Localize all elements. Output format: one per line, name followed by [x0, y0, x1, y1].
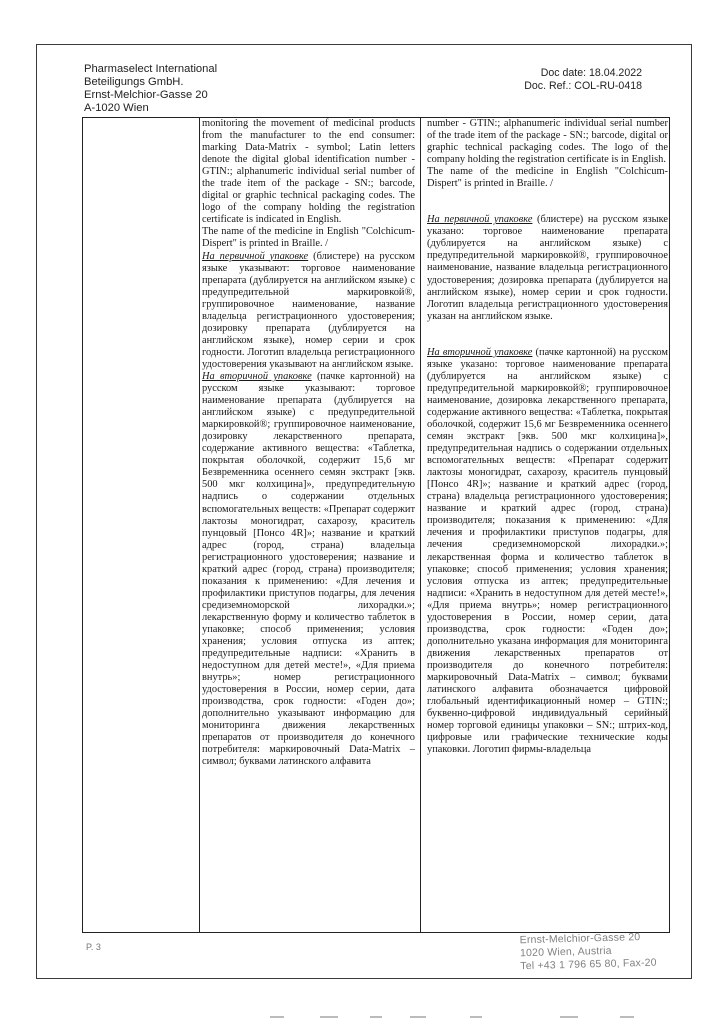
- table-divider: [199, 117, 200, 933]
- document-meta: [524, 67, 642, 93]
- paragraph: monitoring the movement of medicinal products from the manufacturer to the end consumer: marking Data-Matrix - symbol; Latin letters denote the digital global identification number - GTIN:; alphanumeric individual serial number of the trade item of the package - SN:; barcode, digital or graphic technical packaging codes. The logo of the company holding the registration certificate is indicated in English.: [202, 118, 415, 226]
- paragraph: [202, 371, 415, 769]
- table-divider: [420, 117, 421, 933]
- section-text: (пачке картонной) на русском языке указывают: торговое наименование препарата (дублируется на английском языке) с предупредительной маркировкой®; группировочное наименование, дозировку лекарственного препарата, содержание активного вещества: «Таблетка, покрытая оболочкой, содержит 15,6 мг Безвременника осеннего семян экстракт [экв. 500 мкг колхицина]», предупредительную надпись о содержании отдельных вспомогательных веществ: «Препарат содержит лактозы моногидрат, сахарозу, краситель пунцовый [Понсо 4R]»; название и краткий адрес (город, страна) владельца регистрационного удостоверения; название и краткий адрес (город, страна) производителя; показания к применению: «Для лечения и профилактики приступов подагры, для лечения средиземноморской лихорадки.»; лекарственную форму и количество таблеток в упаковке; способ применения; условия хранения; условия отпуска из аптек; предупредительные надписи: «Хранить в недоступном для детей месте!», «Для приема внутрь»; номер регистрационного удостоверения в России, номер серии, дата производства, срок годности: «Годен до»; дополнительно указывают информацию для мониторинга движения лекарственных препаратов от производителя до конечного потребителя: маркировочный Data-Matrix – символ; буквами латинского алфавита: [202, 370, 415, 768]
- section-label: На первичной упаковке: [427, 214, 533, 226]
- company-line: A-1020 Wien: [84, 102, 149, 114]
- scan-mark: [270, 1016, 284, 1018]
- scan-mark: [320, 1016, 338, 1018]
- paragraph: [427, 347, 668, 757]
- section-text: (блистере) на русском языке указывают: торговое наименование препарата (дублируется на английском языке) с предупредительной маркировкой®, группировочное наименование, название владельца регистрационного удостоверения; дозировку препарата (дублируется на английском языке), номер серии и срок годности. Логотип владельца регистрационного удостоверения указывают на английском языке.: [202, 250, 415, 370]
- scan-mark: [560, 1016, 578, 1018]
- section-label: На первичной упаковке: [202, 250, 309, 262]
- scan-mark: [410, 1016, 426, 1018]
- table-column-current-text: [202, 118, 415, 932]
- doc-ref: Doc. Ref.: COL-RU-0418: [524, 80, 642, 92]
- paragraph: The name of the medicine in English "Colchicum-Dispert" is printed in Braille. /: [202, 226, 415, 250]
- company-address-block: [84, 63, 217, 115]
- company-line: Ernst-Melchior-Gasse 20: [84, 89, 208, 101]
- paragraph: [202, 251, 415, 371]
- company-line: Pharmaselect International: [84, 63, 218, 75]
- section-label: На вторичной упаковке: [427, 346, 533, 358]
- section-label: На вторичной упаковке: [202, 370, 312, 382]
- spacer: [427, 190, 668, 214]
- section-text: (блистере) на русском языке указано: торговое наименование препарата (дублируется на английском языке) с предупредительной маркировкой®, группировочное наименование, название владельца регистрационного удостоверения; дозировка препарата (дублируется на английском языке), номер серии и срок годности. Логотип владельца регистрационного удостоверения указан на английском языке.: [427, 214, 668, 322]
- scan-mark: [620, 1016, 634, 1018]
- scan-mark: [470, 1016, 482, 1018]
- scan-mark: [370, 1016, 382, 1018]
- page-number: P. 3: [86, 942, 101, 952]
- paragraph: number - GTIN:; alphanumeric individual serial number of the trade item of the package - SN:; barcode, digital or graphic technical packaging codes. The logo of the company holding the registration certificate is in English.: [427, 118, 668, 166]
- section-text: (пачке картонной) на русском языке указано: торговое наименование препарата (дублируется на английском языке) с предупредительной маркировкой®; группировочное наименование, дозировка лекарственного препарата, содержание активного вещества: «Таблетка, покрытая оболочкой, содержит 15,6 мг Безвременника осеннего семян экстракт [экв. 500 мкг колхицина]», предупредительная надпись о содержании отдельных вспомогательных веществ: «Препарат содержит лактозы моногидрат, сахарозу, краситель пунцовый [Понсо 4R]»; название и краткий адрес (город, страна) владельца регистрационного удостоверения; название и краткий адрес (город, страна) производителя; показания к применению: «Для лечения и профилактики приступов подагры, для лечения средиземноморской лихорадки.»; лекарственная форма и количество таблеток в упаковке; способ применения; условия хранения; условия отпуска из аптек; предупредительные надписи: «Хранить в недоступном для детей месте!», «Для приема внутрь»; номер регистрационного удостоверения в России, номер серии, дата производства, срок годности: «Годен до»; дополнительно указана информация для мониторинга движения лекарственных препаратов от производителя до конечного потребителя: маркировочный Data-Matrix – символ; буквами латинского алфавита обозначается цифровой глобальный идентификационный номер – GTIN:; буквенно-цифровой индивидуальный серийный номер торговой единицы упаковки – SN:; штрих-код, цифровые или графические технические коды упаковки. Логотип фирмы-владельца: [427, 346, 668, 756]
- scan-artifacts: [260, 1016, 660, 1020]
- spacer: [427, 323, 668, 347]
- paragraph: The name of the medicine in English "Colchicum-Dispert" is printed in Braille. /: [427, 166, 668, 190]
- stamp-line: Tel +43 1 796 65 80, Fax-20: [520, 956, 657, 973]
- company-stamp: [520, 930, 691, 973]
- paragraph: [427, 214, 668, 322]
- table-column-proposed-text: [427, 118, 668, 932]
- stamp-line: Ernst-Melchior-Gasse 20: [519, 931, 641, 947]
- stamp-line: 1020 Wien, Austria: [519, 944, 612, 960]
- doc-date: Doc date: 18.04.2022: [540, 67, 642, 79]
- company-line: Beteiligungs GmbH.: [84, 76, 184, 88]
